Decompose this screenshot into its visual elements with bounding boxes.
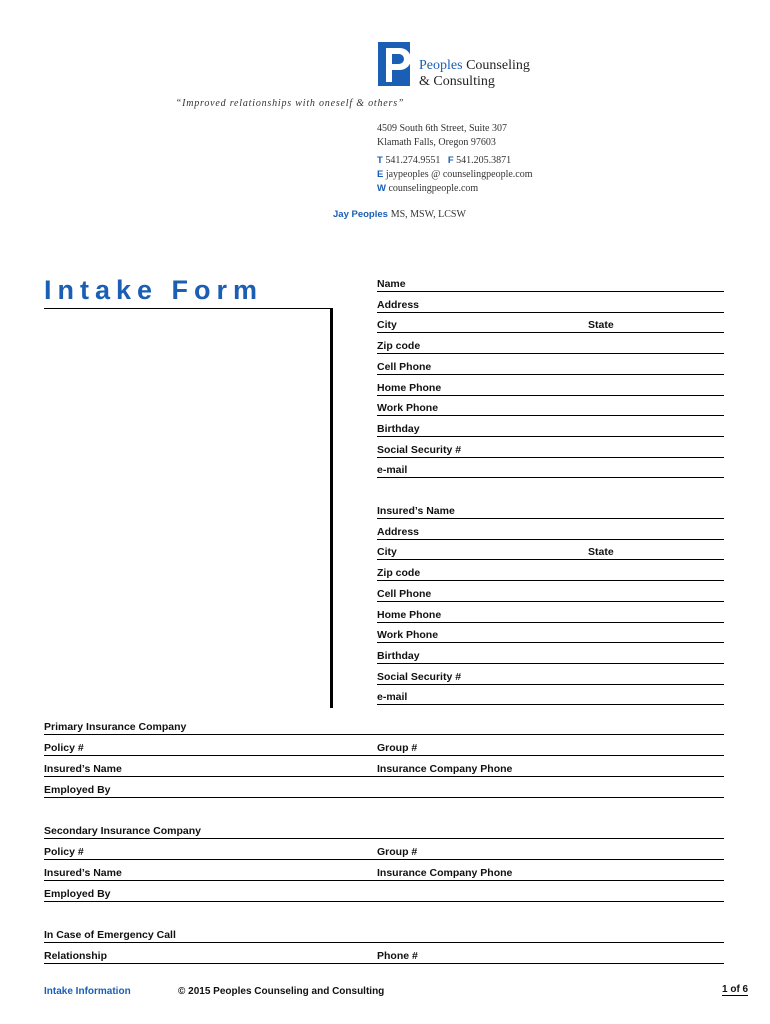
insured-field-label: Insured’s Name	[377, 505, 455, 517]
secondary-employed-by-label: Employed By	[44, 888, 111, 900]
emergency-phone-label: Phone #	[377, 950, 418, 962]
primary-employed-by-label: Employed By	[44, 784, 111, 796]
fax-number: 541.205.3871	[456, 155, 512, 166]
insured-field-label: Birthday	[377, 649, 420, 662]
emergency-relationship-phone-field[interactable]	[44, 949, 724, 964]
logo-accent-word: Peoples	[419, 58, 463, 73]
logo-text-line1	[419, 58, 530, 74]
insured-field-3[interactable]	[377, 566, 724, 581]
tagline: “Improved relationships with oneself & others”	[175, 98, 405, 109]
insured-field-label: Work Phone	[377, 629, 439, 642]
secondary-group-label: Group #	[377, 846, 418, 858]
client-field-0[interactable]	[377, 277, 724, 292]
insured-field-label: Address	[377, 525, 420, 538]
insured-field-label: Home Phone	[377, 608, 442, 621]
insured-field-9[interactable]	[377, 690, 724, 705]
secondary-insured-name-label: Insured’s Name	[44, 867, 122, 879]
secondary-insured-phone-field[interactable]	[44, 866, 724, 881]
vertical-divider	[330, 308, 333, 708]
footer-copyright: © 2015 Peoples Counseling and Consulting	[178, 986, 385, 997]
primary-employed-by-field[interactable]	[44, 783, 724, 798]
emergency-relationship-label: Relationship	[44, 950, 108, 962]
logo-icon	[378, 42, 410, 86]
title-rule	[44, 308, 332, 309]
insured-field-2[interactable]	[377, 545, 724, 560]
footer-section-name: Intake Information	[44, 986, 131, 997]
page-number: 1 of 6	[722, 984, 749, 995]
insured-field-6[interactable]	[377, 628, 724, 643]
email-address: jaypeoples @ counselingpeople.com	[385, 169, 533, 180]
web-address: counselingpeople.com	[388, 183, 479, 194]
client-field-8[interactable]	[377, 443, 724, 458]
client-field-7[interactable]	[377, 422, 724, 437]
insured-field-label: Cell Phone	[377, 587, 432, 600]
primary-insurance-heading: Primary Insurance Company	[44, 721, 187, 733]
insured-field-1[interactable]	[377, 525, 724, 540]
client-field-label: Address	[377, 298, 420, 311]
client-field-label: Social Security #	[377, 443, 462, 456]
primary-company-phone-label: Insurance Company Phone	[377, 763, 513, 775]
client-field-label: Birthday	[377, 422, 420, 435]
emergency-contact-field[interactable]	[44, 928, 724, 943]
primary-insurance-company-field[interactable]	[44, 720, 724, 735]
form-title: Intake Form	[44, 275, 264, 305]
client-field-label: City	[377, 319, 397, 332]
client-field-label: Cell Phone	[377, 360, 432, 373]
insured-field-label: Zip code	[377, 567, 421, 580]
staff-line	[333, 209, 466, 220]
tel-number: 541.274.9551	[385, 155, 441, 166]
address-line2: Klamath Falls, Oregon 97603	[377, 137, 496, 148]
staff-credentials: MS, MSW, LCSW	[390, 209, 466, 220]
fax-key: F	[447, 155, 454, 166]
secondary-company-phone-label: Insurance Company Phone	[377, 867, 513, 879]
secondary-employed-by-field[interactable]	[44, 887, 724, 902]
insured-field-4[interactable]	[377, 587, 724, 602]
secondary-policy-group-field[interactable]	[44, 845, 724, 860]
address-line1: 4509 South 6th Street, Suite 307	[377, 123, 507, 134]
primary-policy-group-field[interactable]	[44, 741, 724, 756]
client-state-label: State	[588, 319, 614, 332]
logo-text-line2: & Consulting	[419, 74, 495, 89]
client-field-label: e-mail	[377, 464, 408, 477]
client-field-label: Work Phone	[377, 402, 439, 415]
insured-field-5[interactable]	[377, 608, 724, 623]
primary-insured-phone-field[interactable]	[44, 762, 724, 777]
client-field-3[interactable]	[377, 339, 724, 354]
web-line	[377, 182, 478, 196]
client-field-9[interactable]	[377, 463, 724, 478]
client-field-label: Name	[377, 278, 406, 290]
email-key: E	[377, 169, 384, 180]
client-field-2[interactable]	[377, 318, 724, 333]
primary-group-label: Group #	[377, 742, 418, 754]
insured-field-label: City	[377, 546, 397, 559]
primary-insured-name-label: Insured’s Name	[44, 763, 122, 775]
email-line	[377, 168, 533, 182]
client-field-4[interactable]	[377, 360, 724, 375]
insured-field-7[interactable]	[377, 649, 724, 664]
phone-fax-line	[377, 154, 511, 168]
client-field-label: Zip code	[377, 340, 421, 353]
primary-policy-label: Policy #	[44, 742, 84, 754]
client-field-1[interactable]	[377, 298, 724, 313]
staff-name: Jay Peoples	[333, 209, 388, 220]
tel-key: T	[377, 155, 383, 166]
insured-field-label: e-mail	[377, 691, 408, 704]
insured-field-label: Social Security #	[377, 670, 462, 683]
emergency-heading: In Case of Emergency Call	[44, 929, 176, 941]
client-field-label: Home Phone	[377, 381, 442, 394]
client-field-5[interactable]	[377, 381, 724, 396]
secondary-insurance-heading: Secondary Insurance Company	[44, 825, 201, 837]
web-key: W	[377, 183, 386, 194]
insured-field-0[interactable]	[377, 504, 724, 519]
logo-rest-word: Counseling	[462, 58, 530, 73]
insured-field-8[interactable]	[377, 670, 724, 685]
client-field-6[interactable]	[377, 401, 724, 416]
secondary-insurance-company-field[interactable]	[44, 824, 724, 839]
secondary-policy-label: Policy #	[44, 846, 84, 858]
insured-state-label: State	[588, 546, 614, 559]
